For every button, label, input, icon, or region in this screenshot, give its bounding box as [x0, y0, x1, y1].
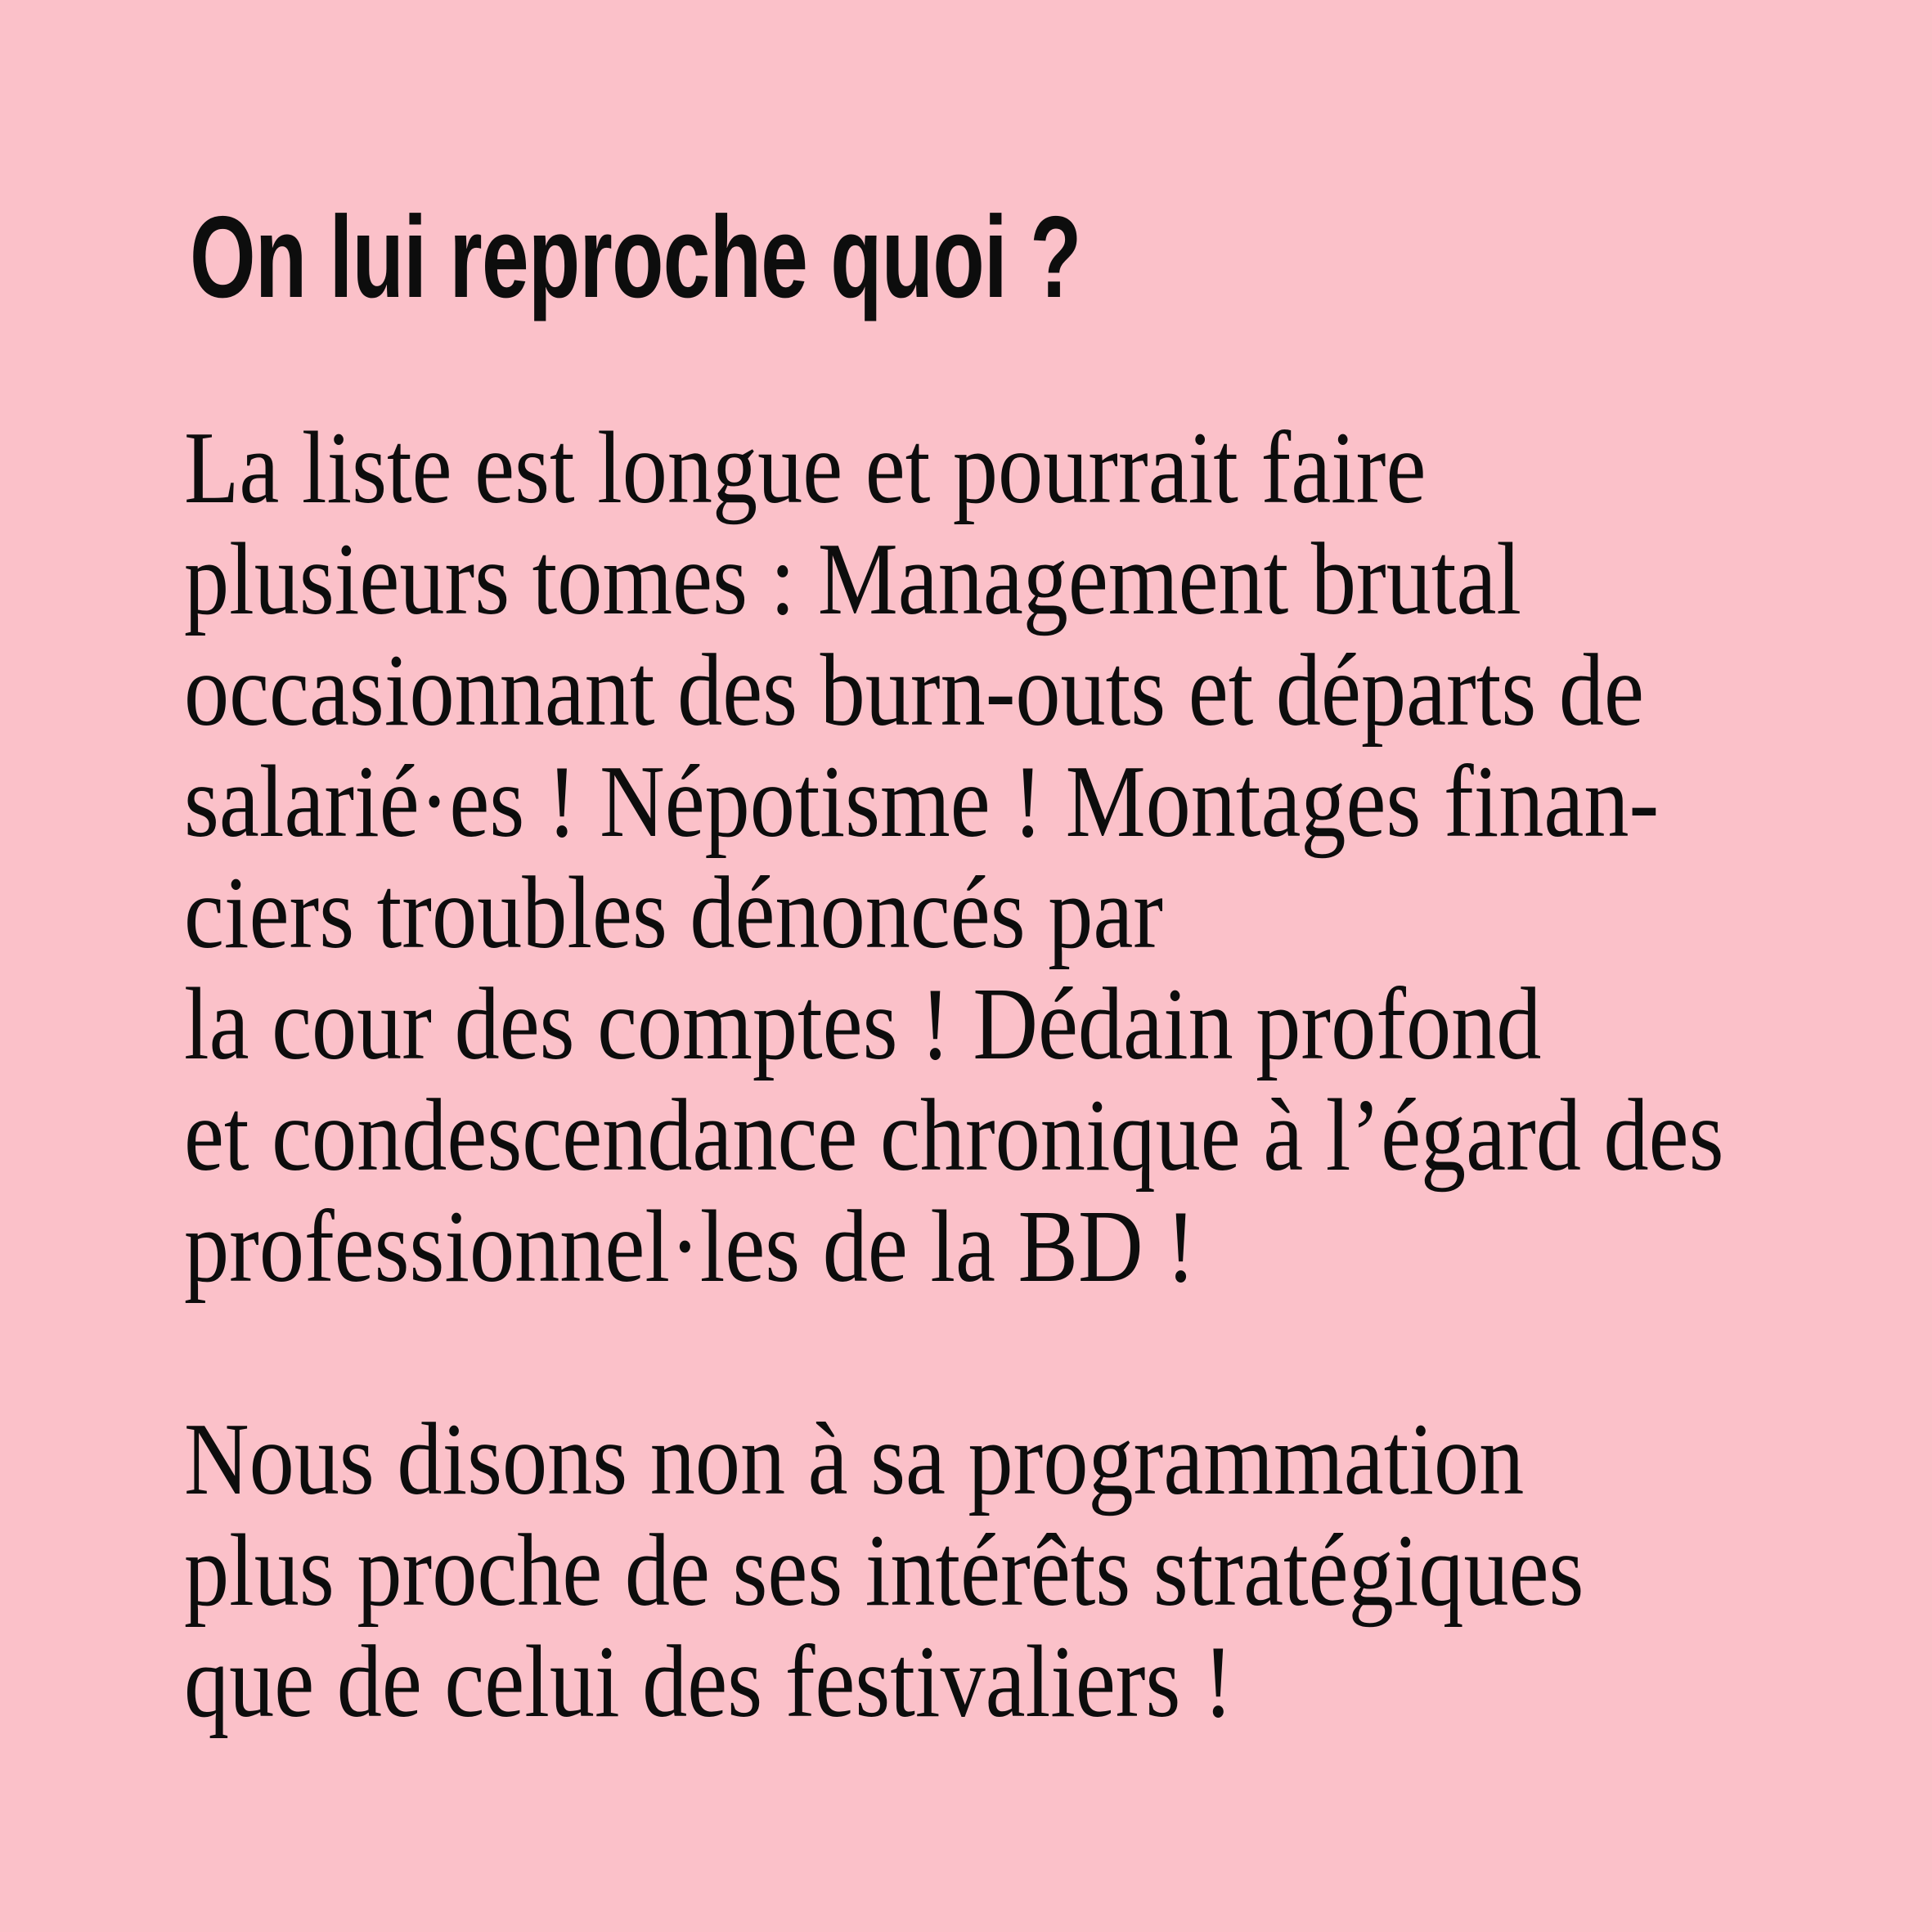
paragraph-line: salarié·es ! Népotisme ! Montages finan-	[184, 745, 1660, 859]
paragraph-line: professionnel·les de la BD !	[184, 1190, 1196, 1304]
paragraph-line: et condescendance chronique à l’égard des	[184, 1079, 1724, 1193]
page-title: On lui reproche quoi ?	[190, 192, 1081, 322]
paragraph-line: La liste est longue et pourrait faire	[184, 411, 1427, 525]
paragraph-line: plusieurs tomes : Management brutal	[184, 523, 1522, 636]
paragraph-line: que de celui des festivaliers !	[184, 1625, 1233, 1739]
paragraph-line: Nous disons non à sa programmation	[184, 1403, 1525, 1516]
paragraph-line: la cour des comptes ! Dédain profond	[184, 968, 1542, 1081]
paragraph-line: plus proche de ses intérêts stratégiques	[184, 1514, 1584, 1628]
paragraph-line: ciers troubles dénoncés par	[184, 856, 1163, 970]
paragraph-reproches	[184, 413, 1723, 1303]
paragraph-line: occasionnant des burn-outs et départs de	[184, 634, 1644, 748]
paragraph-conclusion	[184, 1404, 1584, 1738]
